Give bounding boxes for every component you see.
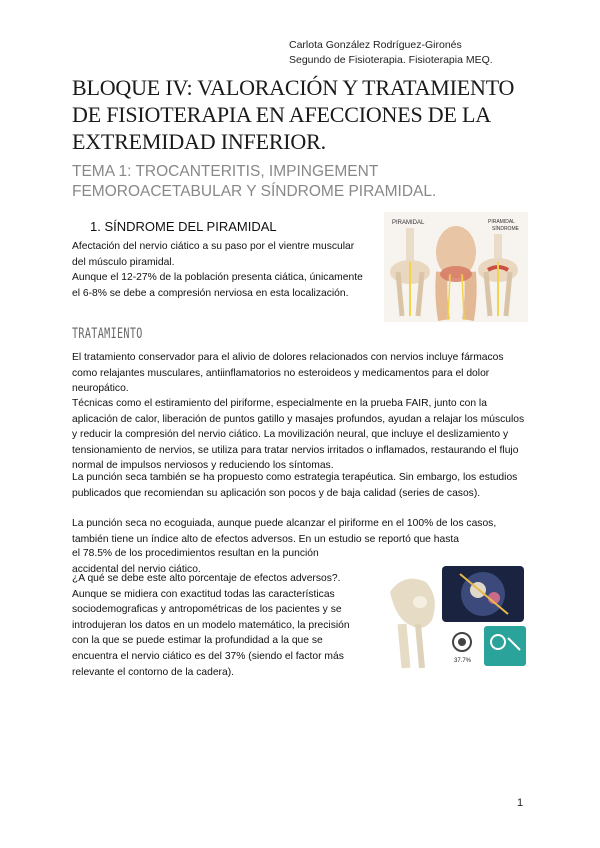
figure-label-right: PIRAMIDAL — [488, 219, 515, 225]
page-subtitle: TEMA 1: TROCANTERITIS, IMPINGEMENT FEMOROACETABULAR Y SÍNDROME PIRAMIDAL. — [72, 163, 437, 200]
figure-percentage-label: 37.7% — [454, 658, 472, 664]
tratamiento-paragraph-2: Técnicas como el estiramiento del piriforme, especialmente en la prueba FAIR, junto con la aplicación de calor, liberación de puntos gatillo y masajes profundos, ayudan a relajar los músculos y reducir la compresión del nervio ciático. La movilización neural, que incluye el deslizamiento y tensionamiento de nervios, se utiliza para tratar nervios irritados o inflamados, restaurando el flujo normal de impulsos nerviosos y reduciendo los síntomas. — [72, 398, 525, 472]
author-header — [289, 38, 493, 68]
tratamiento-heading: TRATAMIENTO — [72, 326, 143, 342]
dry-needling-figure — [384, 562, 528, 670]
course-name: Segundo de Fisioterapia. Fisioterapia MEQ. — [289, 54, 493, 66]
author-name: Carlota González Rodríguez-Gironés — [289, 39, 462, 51]
figure-label-left: PIRAMIDAL — [392, 220, 425, 226]
figure-label-right-sub: SÍNDROME — [492, 226, 519, 232]
page-title: BLOQUE IV: VALORACIÓN Y TRATAMIENTO DE FISIOTERAPIA EN AFECCIONES DE LA EXTREMIDAD INFERIOR. — [72, 75, 515, 154]
tratamiento-paragraph-5: ¿A qué se debe este alto porcentaje de efectos adversos?. Aunque se midiera con exactitud todas las características sociodemograficas y antropométricas de los pacientes y se introdujeran los datos en un modelo matemático, la precisión con la que se puede estimar la profundidad a la que se encuentra el nervio ciático es del 37% (siendo el factor más relevante el contorno de la cadera). — [72, 573, 350, 678]
piriformis-anatomy-figure — [384, 212, 528, 322]
section-paragraph-2: Aunque el 12-27% de la población presenta ciática, únicamente el 6-8% se debe a compresión nerviosa en esta localización. — [72, 272, 363, 299]
tratamiento-paragraph-4: La punción seca no ecoguiada, aunque puede alcanzar el piriforme en el 100% de los casos, también tiene un índice alto de efectos adversos. En un estudio se reportó que hasta — [72, 518, 497, 545]
section-heading: 1. SÍNDROME DEL PIRAMIDAL — [90, 219, 277, 234]
tratamiento-paragraph-4-cont: el 78.5% de los procedimientos resultan en la punción accidental del nervio ciático. — [72, 548, 319, 575]
tratamiento-paragraph-3: La punción seca también se ha propuesto como estrategia terapéutica. Sin embargo, los estudios publicados que recomiendan su aplicación son pocos y de baja calidad (series de casos). — [72, 472, 518, 499]
page-number: 1 — [517, 797, 524, 809]
section-paragraph-1: Afectación del nervio ciático a su paso por el vientre muscular del músculo piramidal. — [72, 241, 355, 268]
tratamiento-paragraph-1: El tratamiento conservador para el alivio de dolores relacionados con nervios incluye fármacos como relajantes musculares, antiinflamatorios no esteroideos y medicamentos para el dolor neuropático. — [72, 352, 504, 395]
